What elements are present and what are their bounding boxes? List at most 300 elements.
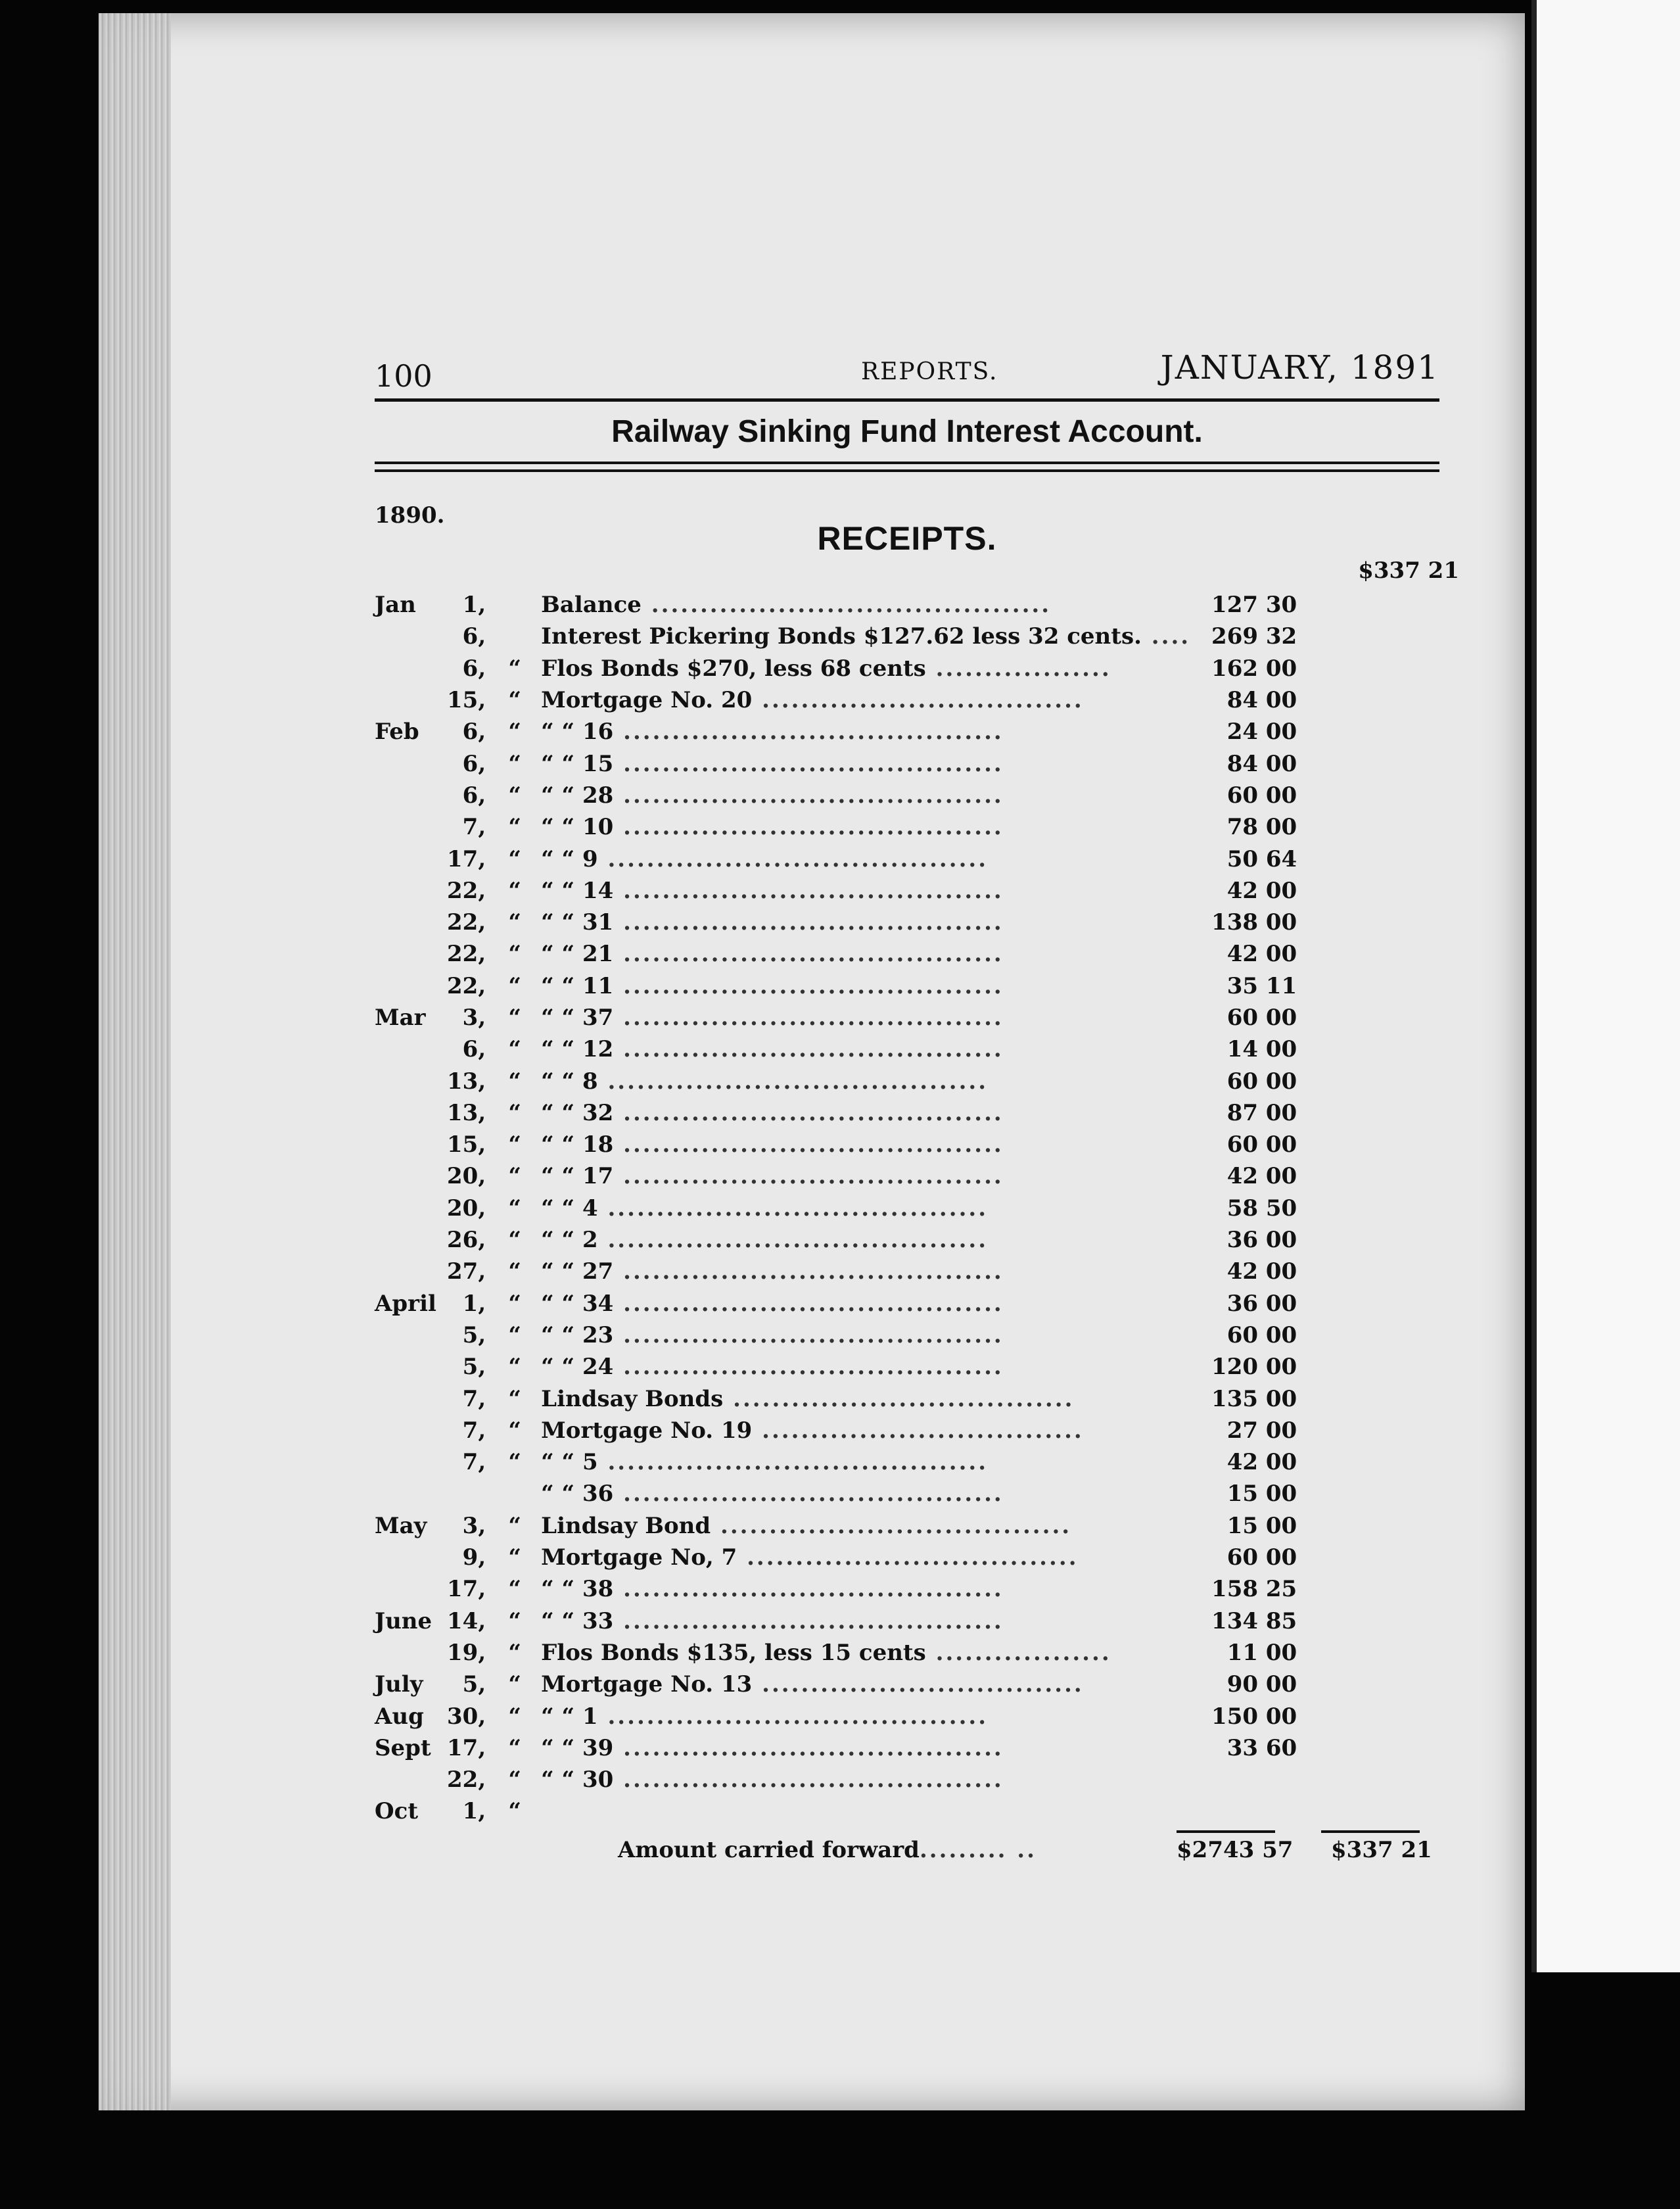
entry-total-cell — [1303, 938, 1395, 970]
page-number: 100 — [375, 358, 432, 394]
entry-total-cell — [1303, 684, 1395, 716]
entry-amount: 269 32 — [1211, 623, 1297, 650]
entry-total-cell — [1303, 1415, 1395, 1446]
table-row — [375, 970, 1395, 1002]
entry-description-text: “ “ 15 — [541, 750, 614, 777]
entry-amount: 15 00 — [1226, 1512, 1297, 1539]
entry-amount: 78 00 — [1226, 814, 1297, 841]
leader-dots: .... — [1141, 623, 1191, 650]
entry-description — [541, 1510, 1205, 1542]
entry-amount: 50 64 — [1226, 845, 1297, 872]
entry-ditto: “ — [508, 719, 521, 746]
carried-forward-row — [375, 1837, 1439, 1870]
entry-month — [375, 1224, 447, 1256]
entry-total-cell — [1303, 1383, 1395, 1414]
entry-description — [541, 1193, 1205, 1224]
entry-amount: 36 00 — [1226, 1290, 1297, 1317]
entry-day: 1, — [462, 1798, 486, 1825]
entry-day: 3, — [462, 1512, 486, 1539]
entry-ditto: “ — [508, 750, 521, 777]
entry-ditto — [488, 621, 541, 652]
entry-description — [541, 875, 1205, 907]
entry-day: 7, — [462, 1417, 486, 1444]
entry-description-text: “ “ 16 — [541, 719, 614, 746]
leader-dots: ................................. — [752, 687, 1084, 714]
entry-ditto: “ — [508, 1068, 521, 1095]
entry-ditto: “ — [508, 1607, 521, 1634]
leader-dots: ......................................... — [641, 592, 1052, 619]
entry-ditto: “ — [508, 1544, 521, 1571]
leader-dots: ....................................... — [613, 814, 1004, 841]
total-rules — [375, 1828, 1439, 1837]
leader-dots: ....................................... — [597, 1195, 989, 1222]
table-row — [375, 621, 1395, 652]
table-row — [375, 1669, 1395, 1700]
entry-amount: 27 00 — [1226, 1417, 1297, 1444]
entry-description — [541, 1224, 1205, 1256]
entry-description — [541, 1795, 1205, 1827]
entry-total-cell — [1303, 1129, 1395, 1160]
entry-ditto: “ — [508, 1290, 521, 1317]
entry-description — [541, 1542, 1205, 1573]
entry-description-text: “ “ 21 — [541, 941, 614, 968]
entry-month — [375, 1351, 447, 1383]
entry-description-text: Flos Bonds $135, less 15 cents — [541, 1639, 926, 1666]
entry-amount: 58 50 — [1226, 1195, 1297, 1222]
table-row — [375, 1446, 1395, 1478]
entry-month — [375, 1129, 447, 1160]
entry-ditto: “ — [508, 1449, 521, 1476]
entry-day: 26, — [447, 1227, 486, 1254]
entry-description-text: Interest Pickering Bonds $127.62 less 32 cents. — [541, 623, 1142, 650]
entry-day: 7, — [462, 814, 486, 841]
leader-dots: ................................. — [752, 1417, 1084, 1444]
running-title: REPORTS. — [861, 358, 998, 385]
entry-month: Sept — [375, 1734, 431, 1761]
entry-day: 6, — [462, 623, 486, 650]
entry-day: 15, — [447, 687, 486, 714]
entry-description — [541, 1478, 1205, 1509]
entry-description — [541, 1319, 1205, 1351]
entry-description-text: “ “ 39 — [541, 1734, 614, 1761]
leader-dots: ................................. — [752, 1671, 1084, 1698]
entry-total-cell — [1303, 1097, 1395, 1129]
entry-day: 30, — [447, 1703, 486, 1730]
entry-amount: 135 00 — [1211, 1385, 1297, 1412]
table-row — [375, 811, 1395, 843]
entry-total-cell — [1303, 1446, 1395, 1478]
entry-total-cell — [1303, 1256, 1395, 1287]
entry-description-text: Mortgage No. 20 — [541, 687, 753, 714]
leader-dots: ....................................... — [613, 877, 1004, 904]
leader-dots: ....................................... — [613, 1036, 1004, 1063]
table-row — [375, 1097, 1395, 1129]
entry-month — [375, 875, 447, 907]
entry-amount: 87 00 — [1226, 1099, 1297, 1126]
entry-day: 17, — [447, 845, 486, 872]
entry-month: Jan — [375, 592, 416, 619]
leader-dots: ....................................... — [613, 909, 1004, 936]
entry-day: 6, — [462, 1036, 486, 1063]
entry-ditto: “ — [508, 687, 521, 714]
entry-month: May — [375, 1512, 427, 1539]
entry-amount: 158 25 — [1211, 1576, 1297, 1603]
entry-total-cell — [1303, 1160, 1395, 1192]
entry-description — [541, 1446, 1205, 1478]
entry-ditto: “ — [508, 655, 521, 682]
entry-ditto: “ — [508, 1036, 521, 1063]
receipts-table — [375, 589, 1395, 1828]
entry-month — [375, 1193, 447, 1224]
entry-description-text: Balance — [541, 592, 642, 619]
entry-day: 20, — [447, 1163, 486, 1190]
table-row — [375, 780, 1395, 811]
entry-month — [375, 1033, 447, 1065]
entry-description — [541, 843, 1205, 874]
entry-description-text: “ “ 4 — [541, 1195, 598, 1222]
leader-dots: ....................................... — [613, 1163, 1004, 1190]
entry-ditto: “ — [508, 1512, 521, 1539]
entry-description — [541, 716, 1205, 748]
entry-description — [541, 1160, 1205, 1192]
entry-day: 22, — [447, 941, 486, 968]
table-row — [375, 1319, 1395, 1351]
entry-description-text: “ “ 18 — [541, 1131, 614, 1158]
table-row — [375, 1193, 1395, 1224]
entry-month: Mar — [375, 1005, 426, 1031]
leader-dots: ....................................... — [613, 1767, 1004, 1793]
entry-total-cell — [1303, 1224, 1395, 1256]
table-row — [375, 1478, 1395, 1509]
entry-description-text: “ “ 34 — [541, 1290, 614, 1317]
entry-day: 14, — [447, 1607, 486, 1634]
entry-ditto: “ — [508, 782, 521, 809]
leader-dots: ....................................... — [613, 1131, 1004, 1158]
entry-amount — [1205, 1764, 1303, 1795]
entry-month — [375, 1256, 447, 1287]
entry-description — [541, 1383, 1205, 1414]
table-row — [375, 1732, 1395, 1764]
entry-day: 5, — [462, 1671, 486, 1698]
entry-month — [375, 1446, 447, 1478]
entry-ditto: “ — [508, 1227, 521, 1254]
table-row — [375, 1415, 1395, 1446]
entry-amount: 60 00 — [1226, 1544, 1297, 1571]
entry-day: 13, — [447, 1068, 486, 1095]
entry-month — [375, 907, 447, 938]
leader-dots: ....................................... — [613, 750, 1004, 777]
table-row — [375, 748, 1395, 779]
entry-total-cell — [1303, 1002, 1395, 1033]
ledger-content — [375, 342, 1459, 1870]
entry-description-text: “ “ 32 — [541, 1099, 614, 1126]
entry-total-cell — [1303, 716, 1395, 748]
entry-day: 1, — [462, 1290, 486, 1317]
entry-month — [375, 1415, 447, 1446]
entry-day: 19, — [447, 1639, 486, 1666]
entry-day: 1, — [462, 592, 486, 619]
entry-total-cell — [1303, 748, 1395, 779]
leader-dots: .................. — [925, 1639, 1111, 1666]
entry-description — [541, 780, 1205, 811]
entry-month — [375, 1478, 447, 1509]
entry-month — [375, 684, 447, 716]
entry-total-cell — [1303, 907, 1395, 938]
entry-total-cell — [1303, 1351, 1395, 1383]
leader-dots: ....................................... — [613, 1290, 1004, 1317]
entry-description — [541, 938, 1205, 970]
entry-month — [375, 1542, 447, 1573]
entry-description-text: “ “ 17 — [541, 1163, 614, 1190]
leader-dots: ....................................... — [613, 1258, 1004, 1285]
entry-day: 13, — [447, 1099, 486, 1126]
entry-ditto: “ — [508, 1321, 521, 1348]
entry-amount: 134 85 — [1211, 1607, 1297, 1634]
entry-amount: 127 30 — [1211, 592, 1297, 619]
table-row — [375, 1256, 1395, 1287]
entry-ditto: “ — [508, 1354, 521, 1381]
entry-total-cell — [1303, 1065, 1395, 1097]
entry-description — [541, 748, 1205, 779]
entry-description-text: “ “ 28 — [541, 782, 614, 809]
entry-amount: 11 00 — [1226, 1639, 1297, 1666]
entry-month — [375, 970, 447, 1002]
leader-dots: ....................................... — [613, 1099, 1004, 1126]
entry-amount: 90 00 — [1226, 1671, 1297, 1698]
leader-dots: ....................................... — [597, 1068, 989, 1095]
table-row — [375, 1351, 1395, 1383]
entry-total-cell — [1303, 1700, 1395, 1732]
entry-description — [541, 1097, 1205, 1129]
entry-total-cell — [1303, 970, 1395, 1002]
entry-description-text: “ “ 10 — [541, 814, 614, 841]
entry-description-text: “ “ 24 — [541, 1354, 614, 1381]
table-row — [375, 1383, 1395, 1414]
entry-description-text: “ “ 1 — [541, 1703, 598, 1730]
entry-amount: 42 00 — [1226, 1449, 1297, 1476]
leader-dots: ....................................... — [613, 1005, 1004, 1031]
entry-total-cell — [1303, 1288, 1395, 1319]
entry-description-text: Flos Bonds $270, less 68 cents — [541, 655, 926, 682]
entry-description-text: Mortgage No. 19 — [541, 1417, 753, 1444]
entry-amount: 42 00 — [1226, 1163, 1297, 1190]
leader-dots: ................................... — [723, 1385, 1075, 1412]
entry-ditto: “ — [508, 1576, 521, 1603]
entry-ditto: “ — [508, 1639, 521, 1666]
entry-description — [541, 1415, 1205, 1446]
table-row — [375, 1637, 1395, 1669]
entry-month — [375, 621, 447, 652]
entry-description-text: “ “ 12 — [541, 1036, 614, 1063]
table-row — [375, 1065, 1395, 1097]
entry-description — [541, 653, 1205, 684]
leader-dots: ....................................... — [613, 1481, 1004, 1508]
entry-month: Oct — [375, 1798, 419, 1825]
entry-amount: 120 00 — [1211, 1354, 1297, 1381]
entry-day: 6, — [462, 782, 486, 809]
entry-day: 5, — [462, 1354, 486, 1381]
entry-amount: 150 00 — [1211, 1703, 1297, 1730]
entry-amount — [1205, 1795, 1303, 1827]
table-row — [375, 1795, 1395, 1827]
entry-description — [541, 1002, 1205, 1033]
entry-month — [375, 1383, 447, 1414]
leader-dots: ....................................... — [597, 1449, 989, 1476]
entry-description — [541, 1637, 1205, 1669]
account-title: Railway Sinking Fund Interest Account. — [611, 414, 1203, 449]
entry-total-cell — [1303, 780, 1395, 811]
table-row — [375, 938, 1395, 970]
leader-dots: ....................................... — [613, 782, 1004, 809]
table-row — [375, 843, 1395, 874]
entry-description-text: “ “ 37 — [541, 1005, 614, 1031]
entry-ditto: “ — [508, 972, 521, 999]
entry-day: 3, — [462, 1005, 486, 1031]
section-heading: RECEIPTS. — [817, 520, 997, 557]
entry-day: 9, — [462, 1544, 486, 1571]
title-double-rule — [375, 462, 1439, 472]
entry-description-text: “ “ 2 — [541, 1227, 598, 1254]
entry-day: 7, — [462, 1385, 486, 1412]
entry-ditto: “ — [508, 941, 521, 968]
entry-day — [447, 1478, 488, 1509]
entry-total-cell — [1303, 1795, 1395, 1827]
entry-month — [375, 1637, 447, 1669]
table-row — [375, 1573, 1395, 1605]
entry-amount: 42 00 — [1226, 941, 1297, 968]
carried-forward-label: Amount carried forward......... .. — [618, 1836, 1037, 1863]
entry-day: 27, — [447, 1258, 486, 1285]
leader-dots: ....................................... — [613, 719, 1004, 746]
leader-dots: ....................................... — [597, 845, 989, 872]
table-row — [375, 1542, 1395, 1573]
entry-description-text: “ “ 9 — [541, 845, 598, 872]
table-row — [375, 875, 1395, 907]
entry-ditto: “ — [508, 814, 521, 841]
entry-description — [541, 907, 1205, 938]
entry-description-text: “ “ 38 — [541, 1576, 614, 1603]
table-row — [375, 716, 1395, 748]
entry-ditto — [488, 589, 541, 621]
table-row — [375, 1002, 1395, 1033]
entry-month — [375, 1573, 447, 1605]
table-row — [375, 1764, 1395, 1795]
entry-description — [541, 1732, 1205, 1764]
entry-description — [541, 1256, 1205, 1287]
leader-dots: ....................................... — [597, 1227, 989, 1254]
entry-description-text: Mortgage No, 7 — [541, 1544, 737, 1571]
entry-description — [541, 1033, 1205, 1065]
entry-day: 22, — [447, 877, 486, 904]
entry-total-cell — [1303, 1573, 1395, 1605]
page-stack-edge — [99, 13, 171, 2110]
entry-description — [541, 811, 1205, 843]
entry-month — [375, 938, 447, 970]
entry-total-cell — [1303, 811, 1395, 843]
entry-month — [375, 1097, 447, 1129]
entry-description — [541, 684, 1205, 716]
entry-amount: 60 00 — [1226, 782, 1297, 809]
table-row — [375, 1224, 1395, 1256]
entry-amount: 33 60 — [1226, 1734, 1297, 1761]
entry-day: 20, — [447, 1195, 486, 1222]
leader-dots: ....................................... — [613, 1734, 1004, 1761]
carried-forward-amount: $2743 57 — [1177, 1836, 1294, 1863]
entry-total-cell — [1303, 1478, 1395, 1509]
entry-ditto: “ — [508, 877, 521, 904]
entry-amount: 15 00 — [1226, 1481, 1297, 1508]
leader-dots: .................. — [925, 655, 1111, 682]
entry-month — [375, 1160, 447, 1192]
entry-amount: 42 00 — [1226, 1258, 1297, 1285]
entry-month — [375, 1319, 447, 1351]
entry-description-text: “ “ 33 — [541, 1607, 614, 1634]
entry-ditto: “ — [508, 845, 521, 872]
entry-description — [541, 1669, 1205, 1700]
entry-ditto: “ — [508, 1131, 521, 1158]
table-row — [375, 1510, 1395, 1542]
opening-balance-row — [375, 558, 1459, 589]
entry-description-text: Lindsay Bond — [541, 1512, 711, 1539]
amount-rule — [1177, 1830, 1275, 1833]
entry-total-cell — [1303, 1319, 1395, 1351]
entry-day: 22, — [447, 909, 486, 936]
entry-total-cell — [1303, 589, 1395, 621]
header-rule — [375, 398, 1439, 402]
table-row — [375, 653, 1395, 684]
table-row — [375, 907, 1395, 938]
entry-description-text: “ “ 36 — [541, 1481, 614, 1508]
table-row — [375, 589, 1395, 621]
entry-description — [541, 1605, 1205, 1637]
entry-total-cell — [1303, 1605, 1395, 1637]
entry-ditto: “ — [508, 1671, 521, 1698]
entry-description-text: “ “ 27 — [541, 1258, 614, 1285]
table-row — [375, 1160, 1395, 1192]
opening-balance: $337 21 — [1358, 558, 1459, 584]
entry-description — [541, 970, 1205, 1002]
entry-ditto — [488, 1478, 541, 1509]
table-row — [375, 684, 1395, 716]
entry-total-cell — [1303, 1033, 1395, 1065]
entry-ditto: “ — [508, 1385, 521, 1412]
entry-month: June — [375, 1607, 432, 1634]
year-label: 1890. — [375, 502, 445, 529]
entry-description-text: “ “ 30 — [541, 1767, 614, 1793]
entry-amount: 84 00 — [1226, 687, 1297, 714]
entry-description — [541, 589, 1205, 621]
entry-description — [541, 621, 1205, 652]
entry-total-cell — [1303, 875, 1395, 907]
entry-description-text: “ “ 11 — [541, 972, 614, 999]
entry-month: April — [375, 1290, 436, 1317]
running-header — [375, 342, 1439, 394]
entry-month — [375, 653, 447, 684]
entry-total-cell — [1303, 843, 1395, 874]
leader-dots: .................................... — [711, 1512, 1072, 1539]
entry-month — [375, 748, 447, 779]
entry-ditto: “ — [508, 1195, 521, 1222]
entry-description-text: “ “ 23 — [541, 1321, 614, 1348]
entry-total-cell — [1303, 1542, 1395, 1573]
entry-day: 17, — [447, 1576, 486, 1603]
entry-day: 6, — [462, 655, 486, 682]
entry-day: 22, — [447, 1767, 486, 1793]
leader-dots: ....................................... — [613, 1354, 1004, 1381]
entry-total-cell — [1303, 1510, 1395, 1542]
entry-amount: 162 00 — [1211, 655, 1297, 682]
entry-day: 22, — [447, 972, 486, 999]
